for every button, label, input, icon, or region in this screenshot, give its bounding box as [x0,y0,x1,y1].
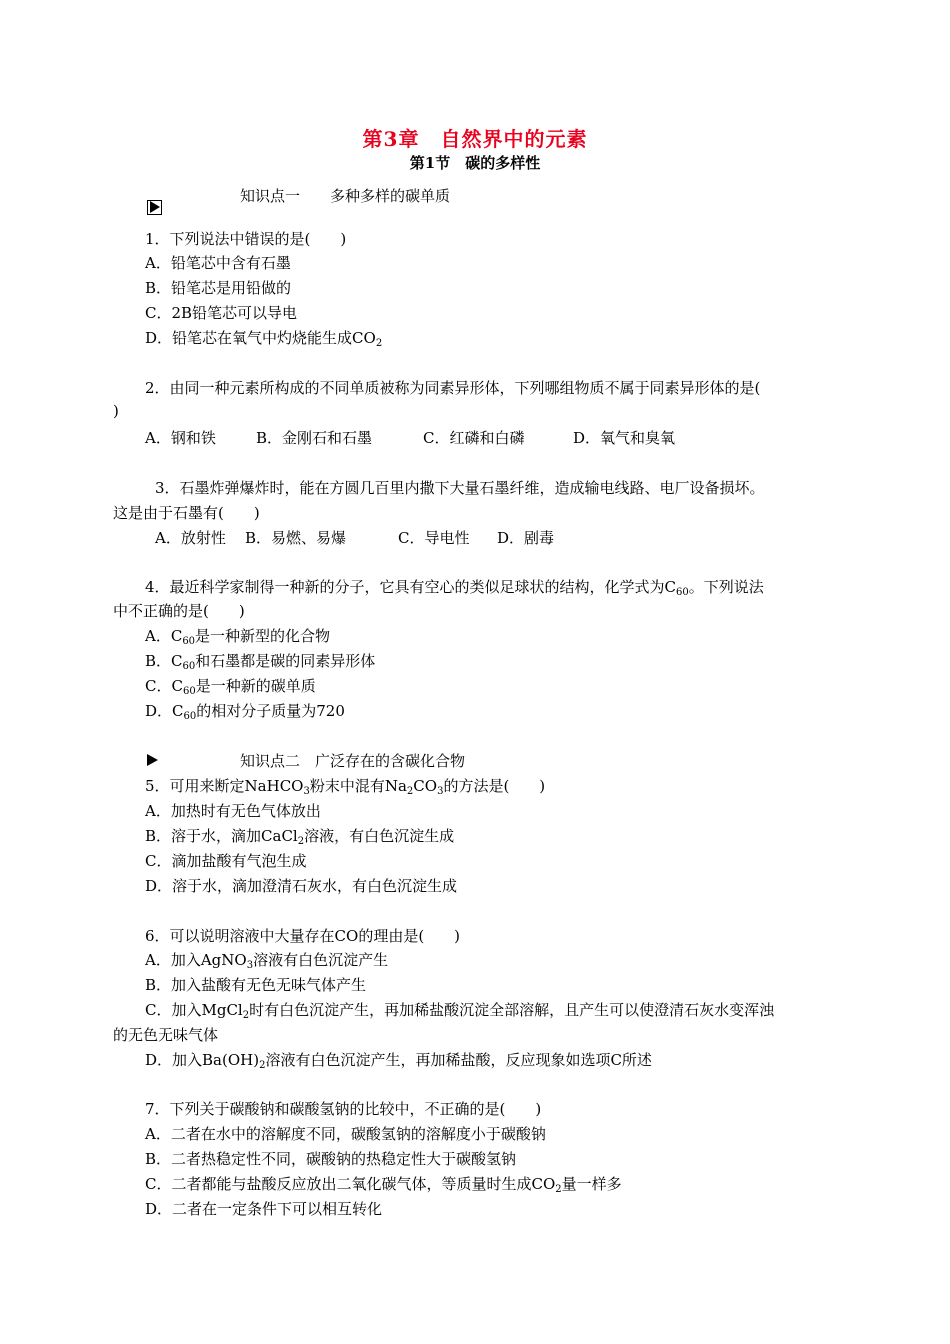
q3-option-a: A．放射性 [155,529,226,547]
q6-option-a: A．加入AgNO$_3$溶液有白色沉淀产生 [145,951,389,971]
knowledge-point-2-label: 知识点二 广泛存在的含碳化合物 [240,752,466,770]
q1-option-c: C．2B铅笔芯可以导电 [145,304,298,322]
q1-option-d: D．铅笔芯在氧气中灼烧能生成$CO_2$ [145,329,383,349]
q6-option-c: C．加入MgCl$_2$时有白色沉淀产生，再加稀盐酸沉淀全部溶解，且产生可以使澄清石灰水变浑浊 [145,1001,775,1021]
q2-stem-cont: ) [113,402,119,420]
q2-option-d: D．氧气和臭氧 [573,429,676,447]
q1-option-a: A．铅笔芯中含有石墨 [145,254,291,272]
knowledge-point-1-label: 知识点一 多种多样的碳单质 [240,187,451,205]
q2-option-a: A．钢和铁 [145,429,216,447]
q2-option-c: C．红磷和白磷 [423,429,525,447]
q2-option-b: B．金刚石和石墨 [256,429,373,447]
q3-stem: 3．石墨炸弹爆炸时，能在方圆几百里内撒下大量石墨纤维，造成输电线路、电厂设备损坏。 [155,479,765,497]
q2-stem: 2．由同一种元素所构成的不同单质被称为同素异形体，下列哪组物质不属于同素异形体的是( [145,379,761,397]
q5-stem: 5．可用来断定NaHCO$_3$粉末中混有$Na_2CO_3$的方法是( ) [145,777,546,797]
q6-stem: 6．可以说明溶液中大量存在CO的理由是( ) [145,927,461,945]
q6-option-d: D．加入$Ba(OH)_2$溶液有白色沉淀产生，再加稀盐酸，反应现象如选项C所述 [145,1051,652,1071]
q4-option-a: A．$C_{60}$是一种新型的化合物 [145,627,331,647]
q5-option-d: D．溶于水，滴加澄清石灰水，有白色沉淀生成 [145,877,458,895]
q3-option-b: B．易燃、易爆 [245,529,347,547]
q4-option-d: D．$C_{60}$的相对分子质量为720 [145,702,345,722]
q7-option-c: C．二者都能与盐酸反应放出二氧化碳气体，等质量时生成$CO_2$量一样多 [145,1175,622,1195]
q3-option-c: C．导电性 [398,529,470,547]
chapter-title: 第3章 自然界中的元素 [362,127,588,151]
q3-stem-cont: 这是由于石墨有( ) [113,504,260,522]
play-triangle-icon [147,200,162,219]
q6-option-c-cont: 的无色无味气体 [113,1026,219,1044]
q1-option-b: B．铅笔芯是用铅做的 [145,279,292,297]
play-triangle-icon [147,752,158,770]
q7-option-b: B．二者热稳定性不同，碳酸钠的热稳定性大于碳酸氢钠 [145,1150,517,1168]
q6-option-b: B．加入盐酸有无色无味气体产生 [145,976,367,994]
q7-stem: 7．下列关于碳酸钠和碳酸氢钠的比较中，不正确的是( ) [145,1100,542,1118]
q7-option-d: D．二者在一定条件下可以相互转化 [145,1200,383,1218]
q5-option-a: A．加热时有无色气体放出 [145,802,321,820]
q3-option-d: D．剧毒 [497,529,555,547]
section-title: 第1节 碳的多样性 [409,154,541,172]
q1-stem: 1．下列说法中错误的是( ) [145,230,347,248]
q7-option-a: A．二者在水中的溶解度不同，碳酸氢钠的溶解度小于碳酸钠 [145,1125,546,1143]
q4-stem-cont: 中不正确的是( ) [113,602,245,620]
q5-option-b: B．溶于水，滴加CaCl$_2$溶液，有白色沉淀生成 [145,827,455,847]
q4-option-b: B．$C_{60}$和石墨都是碳的同素异形体 [145,652,376,672]
q5-option-c: C．滴加盐酸有气泡生成 [145,852,307,870]
q4-stem: 4．最近科学家制得一种新的分子，它具有空心的类似足球状的结构，化学式为$C_{60}$。下列说法 [145,578,764,598]
q4-option-c: C．$C_{60}$是一种新的碳单质 [145,677,316,697]
